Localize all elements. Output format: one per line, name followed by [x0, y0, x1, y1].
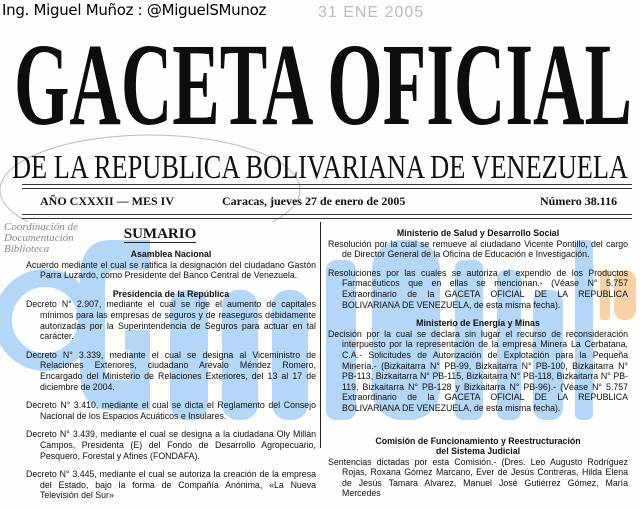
summary-right-column: [328, 228, 628, 499]
divider: [22, 214, 632, 215]
section-heading: Ministerio de Energía y Minas: [416, 318, 540, 329]
summary-item: Decreto N° 3.445, mediante el cual se autoriza la creación de la empresa del Estado, bajo la forma de Compañía Anónima, «La Nueva Televisión del Sur»: [26, 469, 316, 501]
column-divider: [320, 222, 321, 448]
summary-item: Sentencias dictadas por esta Comisión.- (Dres. Leo Augusto Rodríguez Rojas, Roxana Gómez Marcano, Ever de Jesús Contreras, Hilda Elena de Jesús Tamara Alvarez, Manuel José Gutiérrez Gómez, María Mercedes: [328, 456, 628, 499]
section-heading: Comisión de Funcionamiento y Reestructuración del Sistema Judicial: [375, 435, 581, 457]
issue-number: Número 38.116: [540, 194, 618, 208]
received-date-stamp: 31 ENE 2005: [318, 4, 425, 21]
summary-item: Decreto N° 2.907, mediante el cual se rige el aumento de capitales mínimos para las empresas de seguros y de reaseguros debidamente autorizadas por la Superintendencia de Seguros para actuar en tal carácter.: [26, 299, 316, 342]
divider: [22, 188, 632, 189]
summary-item: Decreto N° 3.339, mediante el cual se designa al Viceministro de Relaciones Exteriores, ciudadano Arévalo Méndez Romero, Encargado del Ministerio de Relaciones Exteriores, del 13 al 17 de diciembre de 2004.: [26, 349, 316, 392]
summary-left-column: [26, 249, 316, 509]
summary-item: Acuerdo mediante el cual se ratifica la designación del ciudadano Gastón Parra Luzardo, como Presidente del Banco Central de Venezuela.: [26, 259, 316, 281]
summary-item: Decreto N° 3.439, mediante el cual se designa a la ciudadana Oly Millán Campos, Presidenta (E) del Fondo de Desarrollo Agropecuario, Pesquero, Forestal y Afines (FONDAFA).: [26, 429, 316, 461]
gazette-title: GACETA OFICIAL: [14, 19, 632, 150]
divider: [22, 184, 632, 185]
summary-heading: [0, 226, 320, 243]
summary-title: SUMARIO: [123, 226, 197, 242]
divider: [22, 218, 632, 219]
summary-item: Decreto N° 3.410, mediante el cual se dicta el Reglamento del Consejo Nacional de los Espacios Acuáticos e Insulares.: [26, 400, 316, 421]
author-credit: Ing. Miguel Muñoz : @MiguelSMunoz: [2, 1, 267, 19]
seal-text-3: Biblioteca: [4, 243, 50, 255]
seal-text-2: Documentación: [4, 232, 74, 244]
section-heading: Ministerio de Salud y Desarrollo Social: [396, 228, 560, 238]
issue-date: Caracas, jueves 27 de enero de 2005: [222, 194, 406, 208]
summary-item: Resoluciones por las cuales se autoriza el expendio de los Productos Farmacéuticos que en ellas se mencionan.- (Véase N° 5.757 Extraordinario de la GACETA OFICIAL DE LA REPUBLICA BOLIVARIANA DE VENEZUELA, de esta misma fecha).: [328, 267, 628, 310]
seal-text-1: Coordinación de: [4, 221, 78, 233]
section-heading: Presidencia de la República: [112, 288, 230, 299]
gazette-subtitle: DE LA REPUBLICA BOLIVARIANA DE VENEZUELA: [12, 149, 629, 186]
summary-item: Decisión por la cual se declara sin lugar el recurso de reconsideración interpuesto por la representación de la empresa Minera La Cerbatana, C.A.- Solicitudes de Autorización de Explotación para la Pequeña Minería.- (Bizkaitarra N° PB-99, Bizkaitarra N° PB-100, Bizkaitarra N° PB-113, Bizkaitarra N° PB-115, Bizkaitarra N° PB-118, Bizkaitarra N° PB-119, Bizkaitarra N° PB-128 y Bizkaitarra N° PB-96).- (Véase N° 5.757 Extraordinario de la GACETA OFICIAL DE LA REPUBLICA BOLIVARIANA DE VENEZUELA, de esta misma fecha).: [328, 328, 628, 413]
summary-item: Resolución por la cual se remueve al ciudadano Vicente Pontillo, del cargo de Director General de la Oficina de Educación e Investigación.: [328, 238, 628, 260]
section-heading: Asamblea Nacional: [130, 249, 212, 259]
year-month: AÑO CXXXII — MES IV: [40, 194, 175, 208]
